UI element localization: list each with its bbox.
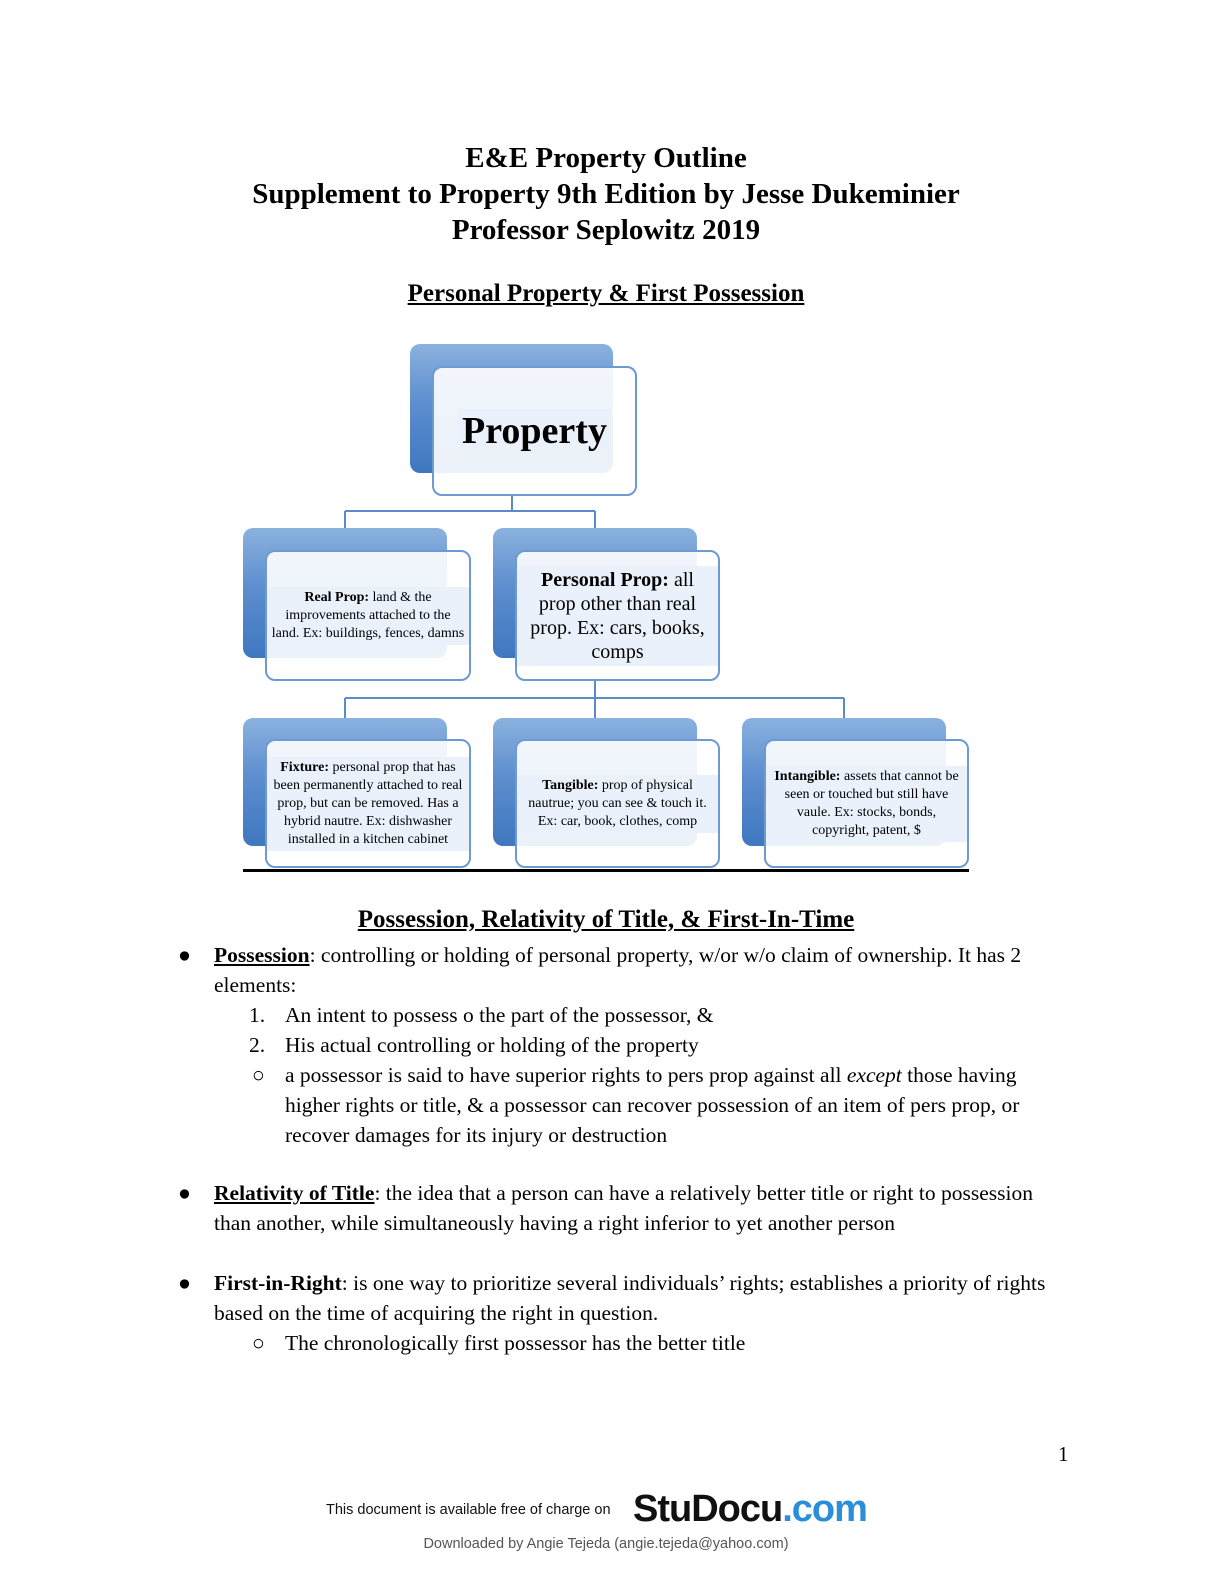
title-line-1: E&E Property Outline bbox=[465, 142, 747, 174]
real-prop-box bbox=[265, 550, 471, 681]
personal-prop-desc: all prop other than real prop. Ex: cars, books, comps bbox=[530, 568, 705, 663]
list-number: 1. bbox=[249, 1003, 266, 1027]
page-number: 1 bbox=[1058, 1442, 1069, 1466]
relativity-term: Relativity of Title bbox=[214, 1181, 375, 1205]
intangible-text bbox=[766, 766, 967, 842]
possession-element: His actual controlling or holding of the property bbox=[285, 1033, 699, 1057]
possession-term: Possession bbox=[214, 943, 310, 967]
intangible-box bbox=[764, 739, 969, 868]
section-heading-possession: Possession, Relativity of Title, & First-In-Time bbox=[357, 906, 855, 933]
list-number: 2. bbox=[249, 1033, 266, 1057]
real-prop-desc: land & the improvements attached to the land. Ex: buildings, fences, damns bbox=[271, 589, 465, 641]
chart-divider bbox=[243, 869, 969, 872]
intangible-label: Intangible: bbox=[774, 768, 841, 784]
fixture-box bbox=[265, 739, 471, 868]
circle-bullet-icon: ○ bbox=[252, 1063, 265, 1087]
bullet-icon: ● bbox=[178, 1271, 191, 1295]
first-in-right-term: First-in-Right bbox=[214, 1271, 342, 1295]
fixture-text bbox=[267, 757, 469, 851]
section-heading-personal-property: Personal Property & First Possession bbox=[407, 280, 805, 307]
first-in-right-definition: : is one way to prioritize several individuals’ rights; establishes a priority of rights based on the time of acquiring the right in question. bbox=[214, 1271, 1046, 1325]
bullet-icon: ● bbox=[178, 1181, 191, 1205]
studocu-logo[interactable] bbox=[633, 1488, 867, 1531]
possession-note bbox=[285, 1060, 1065, 1150]
possession-definition: : controlling or holding of personal property, w/or w/o claim of ownership. It has 2 elements: bbox=[214, 943, 1022, 997]
tangible-desc: prop of physical nautrue; you can see & touch it. Ex: car, book, clothes, comp bbox=[528, 777, 707, 829]
tangible-box bbox=[515, 739, 720, 868]
title-line-2: Supplement to Property 9th Edition by Jesse Dukeminier bbox=[252, 178, 960, 210]
tangible-label: Tangible: bbox=[542, 777, 599, 793]
relativity-definition: : the idea that a person can have a relatively better title or right to possession than another, while simultaneously having a right inferior to yet another person bbox=[214, 1181, 1033, 1235]
footer-downloaded-by: Downloaded by Angie Tejeda (angie.tejeda@yahoo.com) bbox=[423, 1536, 789, 1552]
real-prop-text bbox=[267, 587, 469, 645]
title-line-3: Professor Seplowitz 2019 bbox=[451, 214, 761, 246]
possession-note-after: those having higher rights or title, & a possessor can recover possession of an item of pers prop, or recover damages for its injury or destruction bbox=[285, 1063, 1020, 1147]
possession-element: An intent to possess o the part of the possessor, & bbox=[285, 1003, 714, 1027]
first-in-right-sub: The chronologically first possessor has the better title bbox=[285, 1331, 746, 1355]
footer-availability-text: This document is available free of charge on bbox=[326, 1502, 611, 1518]
first-in-right-item bbox=[214, 1268, 1064, 1328]
bullet-icon: ● bbox=[178, 943, 191, 967]
possession-note-before: a possessor is said to have superior rights to pers prop against all bbox=[285, 1063, 847, 1087]
tangible-text bbox=[517, 775, 718, 833]
fixture-desc: personal prop that has been permanently attached to real prop, but can be removed. Has a hybrid nautre. Ex: dishwasher installed in a kitchen cabinet bbox=[273, 759, 463, 847]
personal-prop-label: Personal Prop: bbox=[541, 568, 669, 591]
property-box-label: Property bbox=[458, 409, 611, 453]
personal-prop-box bbox=[515, 550, 720, 681]
personal-prop-text bbox=[517, 566, 718, 666]
relativity-item bbox=[214, 1178, 1064, 1238]
circle-bullet-icon: ○ bbox=[252, 1331, 265, 1355]
intangible-desc: assets that cannot be seen or touched but still have vaule. Ex: stocks, bonds, copyright, patent, $ bbox=[784, 768, 959, 838]
logo-main: StuDocu bbox=[633, 1488, 783, 1530]
fixture-label: Fixture: bbox=[280, 759, 329, 775]
logo-suffix: .com bbox=[782, 1488, 867, 1530]
real-prop-label: Real Prop: bbox=[304, 589, 370, 605]
possession-note-emph: except bbox=[846, 1063, 902, 1087]
property-box bbox=[432, 366, 637, 496]
possession-item bbox=[214, 940, 1064, 1000]
